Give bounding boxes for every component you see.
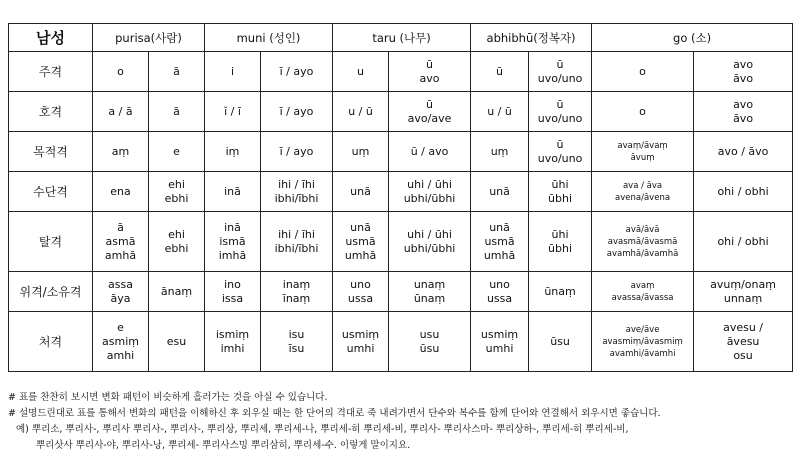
cell-line: amhā [104,248,137,262]
table-cell [389,132,471,172]
table-cell [471,92,529,132]
cell-line: inā [224,220,241,234]
table-cell [471,52,529,92]
cell-line: aṃ [111,144,130,158]
column-header: taru (나무) [333,24,471,52]
table-cell [471,172,529,212]
table-cell [389,212,471,272]
table-cell [333,272,389,312]
cell-line: unnaṃ [723,291,763,305]
table-cell [205,212,261,272]
cell-line: ihi / īhi [278,227,315,241]
case-label: 탈격 [9,212,93,272]
cell-line: avo [733,57,754,71]
cell-line: unā [350,184,371,198]
cell-line: ū [426,57,434,71]
table-cell [471,132,529,172]
table-row [9,172,793,212]
table-cell [389,272,471,312]
cell-line: u / ū [348,104,373,118]
table-cell [529,272,592,312]
cell-line: avo [419,71,440,85]
cell-line: unā [489,220,510,234]
cell-line: asmiṃ [102,334,139,348]
note-example-line: 예) 뿌리소, 뿌리사-, 뿌리사 뿌리사-, 뿌리사-, 뿌리상, 뿌리세, 뿌리세-나, 뿌리세-히 뿌리세-비, 뿌리사- 뿌리사스마- 뿌리상하-, 뿌리세-히 뿌리세-비, [16,424,629,435]
cell-line: ānaṃ [160,284,193,298]
table-row [9,132,793,172]
cell-line: u [357,64,364,78]
cell-line: o [639,104,646,118]
table-cell [333,172,389,212]
cell-line: inaṃ [282,277,311,291]
column-header: abhibhū(정복자) [471,24,592,52]
table-cell [333,52,389,92]
table-cell [261,132,333,172]
cell-line: e [117,320,124,334]
cell-line: ohi / obhi [717,184,769,198]
cell-line: ūhi [551,177,569,191]
table-cell [149,52,205,92]
case-label: 위격/소유격 [9,272,93,312]
cell-line: avo [733,97,754,111]
cell-line: ā [117,220,124,234]
table-cell [694,52,793,92]
cell-line: ibhi/ībhi [274,191,319,205]
table-cell [261,52,333,92]
table-cell [529,212,592,272]
table-cell [529,132,592,172]
cell-line: avamhā/āvamhā [606,248,679,259]
table-cell [694,312,793,372]
cell-line: īsu [288,341,305,355]
table-cell [529,172,592,212]
table-cell [205,172,261,212]
column-header: muni (성인) [205,24,333,52]
cell-line: avo/ave [407,111,452,125]
cell-line: isu [288,327,305,341]
table-corner-title: 남성 [9,24,93,52]
cell-line: ava / āva [622,180,663,191]
cell-line: umhi [346,341,375,355]
cell-line: ĭ / ī [224,104,241,118]
cell-line: ūbhi [548,191,573,205]
table-cell [694,172,793,212]
cell-line: ūnaṃ [413,291,446,305]
cell-line: ī / ayo [279,104,314,118]
table-cell [694,132,793,172]
cell-line: o [639,64,646,78]
cell-line: i [230,64,235,78]
cell-line: iṃ [225,144,240,158]
cell-line: avassa/āvassa [611,292,674,303]
table-cell [261,172,333,212]
cell-line: ā [173,104,180,118]
table-cell [694,212,793,272]
table-cell [592,212,694,272]
table-cell [261,272,333,312]
cell-line: usmiṃ [341,327,380,341]
cell-line: esu [166,334,187,348]
cell-line: ihi / īhi [278,177,315,191]
cell-line: e [173,144,180,158]
cell-line: usu [419,327,440,341]
table-header-row [9,24,793,52]
note-example-continuation: 뿌리삿사 뿌리사-야, 뿌리사-낭, 뿌리세- 뿌리사스밍 뿌리삼히, 뿌리세-수. 이렇게 말이지요. [36,440,411,451]
table-row [9,312,793,372]
cell-line: avasmā/āvasmā [607,236,678,247]
table-cell [149,212,205,272]
table-cell [592,272,694,312]
cell-line: uvo/uno [537,71,583,85]
table-cell [333,212,389,272]
table-cell [149,132,205,172]
cell-line: avā/āvā [625,224,660,235]
table-cell [333,312,389,372]
cell-line: imhā [218,248,247,262]
cell-line: ū [556,137,564,151]
cell-line: ismiṃ [215,327,250,341]
cell-line: uvo/uno [537,151,583,165]
case-label: 주격 [9,52,93,92]
cell-line: a / ā [108,104,133,118]
cell-line: ehi [168,177,185,191]
cell-line: umhi [485,341,514,355]
case-label: 처격 [9,312,93,372]
table-cell [149,172,205,212]
note-line-2: # 설명드린대로 표를 통해서 변화의 패턴을 이해하신 후 외우실 때는 한 단어의 격대로 죽 내려가면서 단수와 복수를 함께 단어와 연결해서 외우시면 좋습니다. [8,408,661,419]
cell-line: ibhi/ībhi [274,241,319,255]
cell-line: assa [108,277,133,291]
table-cell [93,132,149,172]
table-cell [149,312,205,372]
table-cell [592,92,694,132]
cell-line: uṃ [351,144,370,158]
table-cell [205,132,261,172]
table-cell [205,272,261,312]
cell-line: u / ū [487,104,512,118]
table-cell [93,92,149,132]
cell-line: ī / ayo [279,144,314,158]
cell-line: ī / ayo [279,64,314,78]
cell-line: uno [350,277,371,291]
cell-line: usmiṃ [480,327,519,341]
cell-line: ūnaṃ [544,284,576,298]
table-cell [205,92,261,132]
cell-line: issa [221,291,244,305]
cell-line: āvuṃ [630,152,655,163]
cell-line: ohi / obhi [717,234,769,248]
cell-line: osu [733,348,753,362]
table-cell [333,132,389,172]
cell-line: avena/āvena [615,192,671,203]
cell-line: avo / āvo [717,144,769,158]
table-cell [261,92,333,132]
cell-line: amhi [106,348,135,362]
table-cell [93,172,149,212]
table-cell [389,172,471,212]
table-cell [694,272,793,312]
cell-line: avamhi/āvamhi [609,348,676,359]
cell-line: unā [489,184,510,198]
cell-line: ebhi [164,191,189,205]
cell-line: āvo [733,111,754,125]
notes [8,390,794,454]
cell-line: uhi / ūhi [407,177,452,191]
case-label: 수단격 [9,172,93,212]
cell-line: avasmiṃ/āvasmiṃ [602,336,683,347]
cell-line: uhi / ūhi [407,227,452,241]
table-cell [261,212,333,272]
cell-line: asmā [105,234,136,248]
cell-line: unaṃ [413,277,446,291]
table-cell [529,52,592,92]
cell-line: ūbhi [548,241,573,255]
cell-line: ave/āve [625,324,660,335]
cell-line: āvo [733,71,754,85]
cell-line: uṃ [490,144,509,158]
cell-line: avaṃ/āvaṃ [617,140,668,151]
table-cell [592,172,694,212]
cell-line: inā [224,184,241,198]
cell-line: usmā [484,234,515,248]
table-row [9,212,793,272]
table-cell [93,272,149,312]
cell-line: imhi [220,341,245,355]
table-cell [149,92,205,132]
cell-line: āvesu [726,334,760,348]
cell-line: umhā [344,248,377,262]
table-cell [205,52,261,92]
table-cell [592,52,694,92]
table-row [9,52,793,92]
column-header: go (소) [592,24,793,52]
table-row [9,272,793,312]
cell-line: ussa [486,291,513,305]
table-cell [529,312,592,372]
cell-line: o [117,64,124,78]
cell-line: ubhi/ūbhi [403,191,456,205]
note-line-1: # 표를 찬찬히 보시면 변화 패턴이 비슷하게 흘러가는 것을 아실 수 있습니다. [8,392,328,403]
table-cell [389,92,471,132]
table-cell [529,92,592,132]
table-cell [592,132,694,172]
table-cell [333,92,389,132]
cell-line: ū [556,57,564,71]
table-cell [93,212,149,272]
case-label: 호격 [9,92,93,132]
cell-line: ubhi/ūbhi [403,241,456,255]
table-cell [261,312,333,372]
cell-line: ā [173,64,180,78]
cell-line: ūhi [551,227,569,241]
table-cell [93,52,149,92]
cell-line: ismā [219,234,246,248]
table-cell [389,52,471,92]
table-cell [205,312,261,372]
table-cell [93,312,149,372]
cell-line: āya [110,291,131,305]
cell-line: usmā [345,234,376,248]
column-header: purisa(사람) [93,24,205,52]
cell-line: uno [489,277,510,291]
table-row [9,92,793,132]
table-cell [592,312,694,372]
cell-line: ū / avo [410,144,449,158]
cell-line: avaṃ [630,280,655,291]
declension-table [8,23,793,372]
cell-line: ūsu [419,341,440,355]
cell-line: avesu / [723,320,764,334]
table-cell [389,312,471,372]
table-cell [471,212,529,272]
cell-line: ena [110,184,131,198]
cell-line: ūsu [550,334,570,348]
table-cell [149,272,205,312]
cell-line: ū [556,97,564,111]
case-label: 목적격 [9,132,93,172]
table-cell [471,312,529,372]
cell-line: īnaṃ [282,291,311,305]
cell-line: umhā [483,248,516,262]
cell-line: ebhi [164,241,189,255]
cell-line: ino [224,277,241,291]
cell-line: uvo/uno [537,111,583,125]
table-cell [694,92,793,132]
cell-line: ū [426,97,434,111]
cell-line: ū [496,64,504,78]
cell-line: unā [350,220,371,234]
cell-line: ussa [347,291,374,305]
cell-line: ehi [168,227,185,241]
table-cell [471,272,529,312]
cell-line: avuṃ/onaṃ [710,277,776,291]
